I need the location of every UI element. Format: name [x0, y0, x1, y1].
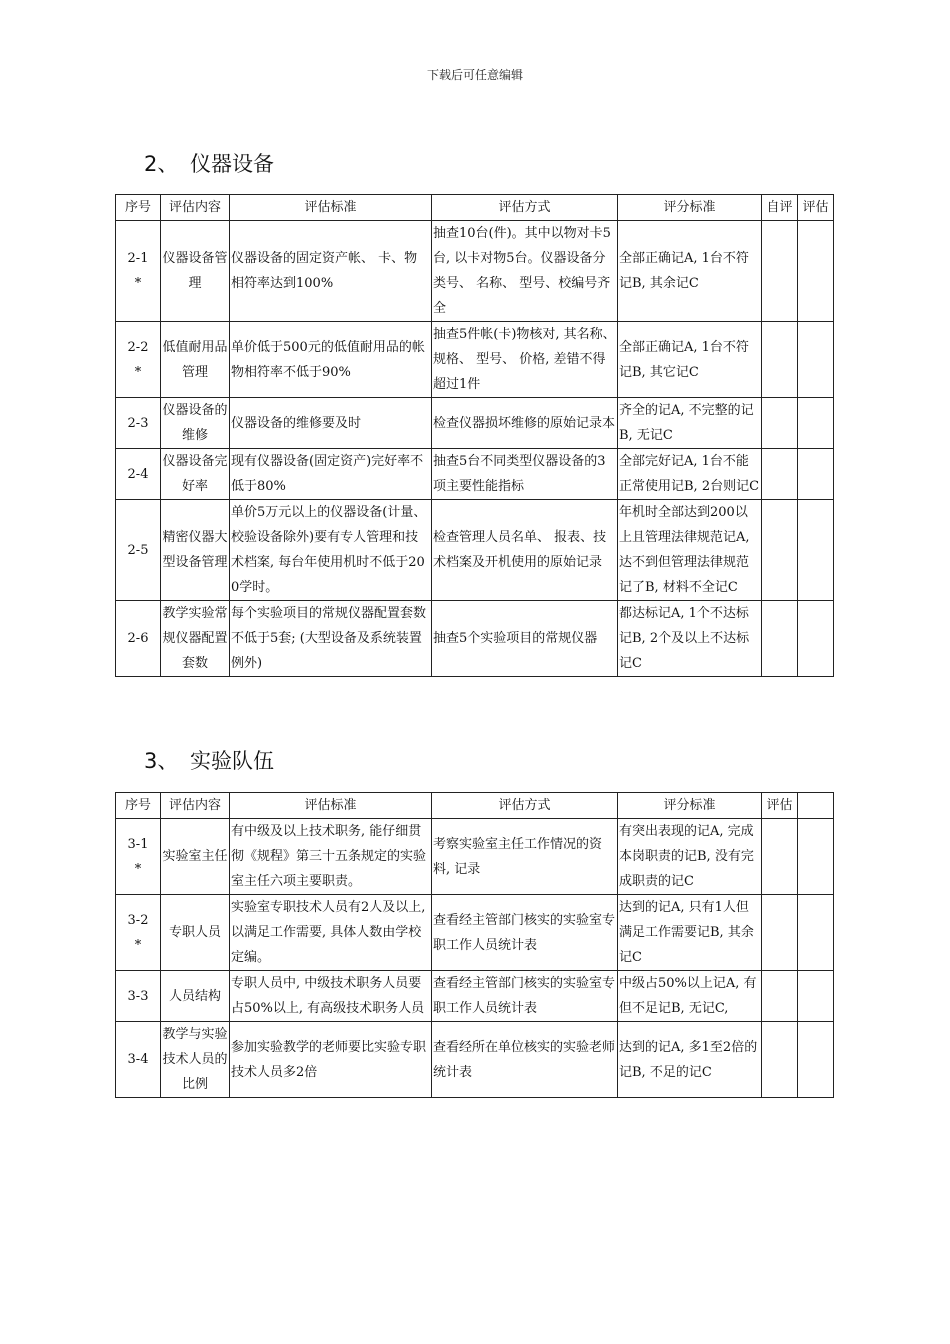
cell-content: 精密仪器大型设备管理 — [161, 500, 230, 601]
cell-scoring: 全部完好记A, 1台不能正常使用记B, 2台则记C — [618, 449, 762, 500]
cell-standard: 单价5万元以上的仪器设备(计量、 校验设备除外)要有专人管理和技术档案, 每台年使用机时不低于200学时。 — [230, 500, 432, 601]
cell-scoring: 全部正确记A, 1台不符记B, 其余记C — [618, 221, 762, 322]
cell-self-eval — [762, 398, 798, 449]
page-header: 下载后可任意编辑 — [426, 68, 523, 82]
cell-scoring: 齐全的记A, 不完整的记B, 无记C — [618, 398, 762, 449]
header-content: 评估内容 — [161, 195, 230, 221]
table-row — [116, 601, 834, 677]
cell-method: 抽查5台不同类型仪器设备的3项主要性能指标 — [432, 449, 618, 500]
cell-eval — [798, 398, 834, 449]
header-standard: 评估标准 — [230, 793, 432, 819]
cell-standard: 仪器设备的固定资产帐、 卡、物相符率达到100% — [230, 221, 432, 322]
section-title: 实验队伍 — [190, 749, 274, 773]
cell-no: 3-2 * — [116, 895, 161, 971]
cell-self-eval — [762, 500, 798, 601]
cell-method: 抽查5件帐(卡)物核对, 其名称、 规格、 型号、 价格, 差错不得超过1件 — [432, 322, 618, 398]
table-row — [116, 819, 834, 895]
cell-standard: 参加实验教学的老师要比实验专职技术人员多2倍 — [230, 1022, 432, 1098]
header-no: 序号 — [116, 195, 161, 221]
cell-eval — [798, 322, 834, 398]
cell-no: 2-2 * — [116, 322, 161, 398]
cell-content: 教学实验常规仪器配置套数 — [161, 601, 230, 677]
cell-eval — [798, 895, 834, 971]
header-no: 序号 — [116, 793, 161, 819]
cell-content: 低值耐用品管理 — [161, 322, 230, 398]
table-body — [116, 221, 834, 677]
cell-standard: 现有仪器设备(固定资产)完好率不低于80% — [230, 449, 432, 500]
header-scoring: 评分标准 — [618, 793, 762, 819]
table-row — [116, 322, 834, 398]
cell-self-eval — [762, 221, 798, 322]
cell-eval — [798, 819, 834, 895]
header-blank — [798, 793, 834, 819]
cell-self-eval — [762, 895, 798, 971]
cell-scoring: 全部正确记A, 1台不符记B, 其它记C — [618, 322, 762, 398]
cell-scoring: 达到的记A, 只有1人但满足工作需要记B, 其余记C — [618, 895, 762, 971]
cell-no: 2-3 — [116, 398, 161, 449]
header-standard: 评估标准 — [230, 195, 432, 221]
cell-standard: 专职人员中, 中级技术职务人员要占50%以上, 有高级技术职务人员 — [230, 971, 432, 1022]
cell-eval — [798, 221, 834, 322]
cell-no: 3-1 * — [116, 819, 161, 895]
equipment-evaluation-table — [115, 194, 834, 677]
cell-eval — [798, 1022, 834, 1098]
section-number: 3、 — [144, 749, 179, 773]
cell-content: 人员结构 — [161, 971, 230, 1022]
header-content: 评估内容 — [161, 793, 230, 819]
cell-eval — [798, 449, 834, 500]
table-row — [116, 398, 834, 449]
cell-content: 仪器设备的维修 — [161, 398, 230, 449]
cell-scoring: 年机时全部达到200以上且管理法律规范记A, 达不到但管理法律规范记了B, 材料不全记C — [618, 500, 762, 601]
section-number: 2、 — [144, 152, 179, 176]
header-method: 评估方式 — [432, 793, 618, 819]
cell-method: 抽查5个实验项目的常规仪器 — [432, 601, 618, 677]
section-heading-equipment — [144, 148, 274, 178]
cell-method: 检查仪器损坏维修的原始记录本 — [432, 398, 618, 449]
cell-self-eval — [762, 971, 798, 1022]
cell-content: 教学与实验技术人员的比例 — [161, 1022, 230, 1098]
section-title: 仪器设备 — [190, 152, 274, 176]
cell-scoring: 都达标记A, 1个不达标记B, 2个及以上不达标记C — [618, 601, 762, 677]
cell-scoring: 达到的记A, 多1至2倍的记B, 不足的记C — [618, 1022, 762, 1098]
cell-eval — [798, 971, 834, 1022]
header-eval: 评估 — [762, 793, 798, 819]
cell-self-eval — [762, 322, 798, 398]
cell-standard: 有中级及以上技术职务, 能仔细贯彻《规程》第三十五条规定的实验室主任六项主要职责。 — [230, 819, 432, 895]
cell-self-eval — [762, 449, 798, 500]
cell-scoring: 有突出表现的记A, 完成本岗职责的记B, 没有完成职责的记C — [618, 819, 762, 895]
cell-self-eval — [762, 601, 798, 677]
table-header-row — [116, 195, 834, 221]
table-row — [116, 895, 834, 971]
cell-no: 2-5 — [116, 500, 161, 601]
table-row — [116, 500, 834, 601]
table-row — [116, 1022, 834, 1098]
cell-method: 查看经主管部门核实的实验室专职工作人员统计表 — [432, 971, 618, 1022]
cell-method: 检查管理人员名单、 报表、技术档案及开机使用的原始记录 — [432, 500, 618, 601]
cell-no: 2-6 — [116, 601, 161, 677]
cell-standard: 每个实验项目的常规仪器配置套数不低于5套; (大型设备及系统装置例外) — [230, 601, 432, 677]
cell-no: 3-3 — [116, 971, 161, 1022]
cell-method: 查看经主管部门核实的实验室专职工作人员统计表 — [432, 895, 618, 971]
header-eval: 评估 — [798, 195, 834, 221]
cell-content: 专职人员 — [161, 895, 230, 971]
cell-no: 2-1 * — [116, 221, 161, 322]
cell-standard: 仪器设备的维修要及时 — [230, 398, 432, 449]
section-heading-staff — [144, 745, 274, 775]
cell-no: 2-4 — [116, 449, 161, 500]
cell-method: 考察实验室主任工作情况的资料, 记录 — [432, 819, 618, 895]
table-row — [116, 971, 834, 1022]
table-row — [116, 449, 834, 500]
table-body — [116, 819, 834, 1098]
table-header-row — [116, 793, 834, 819]
cell-standard: 实验室专职技术人员有2人及以上, 以满足工作需要, 具体人数由学校定编。 — [230, 895, 432, 971]
cell-method: 抽查10台(件)。其中以物对卡5台, 以卡对物5台。仪器设备分类号、 名称、 型号、校编号齐全 — [432, 221, 618, 322]
cell-method: 查看经所在单位核实的实验老师统计表 — [432, 1022, 618, 1098]
cell-eval — [798, 500, 834, 601]
header-self-eval: 自评 — [762, 195, 798, 221]
cell-content: 仪器设备完好率 — [161, 449, 230, 500]
cell-content: 实验室主任 — [161, 819, 230, 895]
staff-evaluation-table — [115, 792, 834, 1098]
header-method: 评估方式 — [432, 195, 618, 221]
cell-no: 3-4 — [116, 1022, 161, 1098]
header-scoring: 评分标准 — [618, 195, 762, 221]
cell-self-eval — [762, 1022, 798, 1098]
cell-content: 仪器设备管理 — [161, 221, 230, 322]
cell-self-eval — [762, 819, 798, 895]
cell-scoring: 中级占50%以上记A, 有但不足记B, 无记C, — [618, 971, 762, 1022]
cell-standard: 单价低于500元的低值耐用品的帐物相符率不低于90% — [230, 322, 432, 398]
cell-eval — [798, 601, 834, 677]
table-row — [116, 221, 834, 322]
